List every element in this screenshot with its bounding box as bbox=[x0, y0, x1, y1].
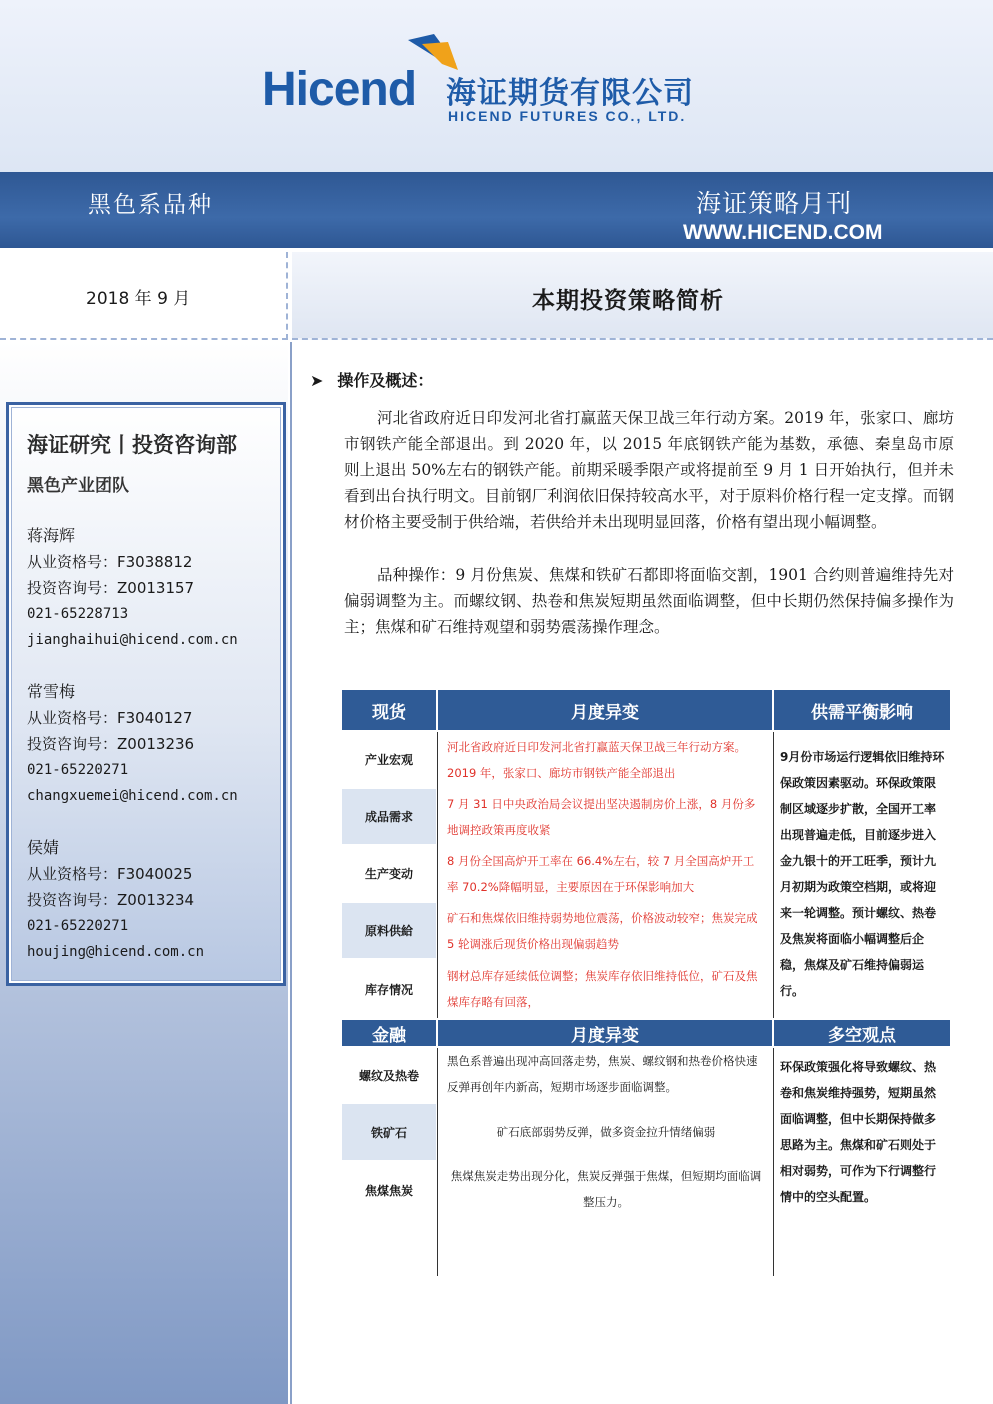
analyst-email[interactable]: changxuemei@hicend.com.cn bbox=[27, 788, 238, 804]
column-divider bbox=[773, 1048, 774, 1276]
column-divider bbox=[437, 1048, 438, 1276]
analyst-phone: 021-65220271 bbox=[27, 762, 129, 778]
arrow-bullet-icon: ➤ bbox=[310, 371, 324, 390]
analyst-license: 从业资格号：F3040025 bbox=[27, 865, 193, 883]
table-cell-text: 8 月份全国高炉开工率在 66.4%左右，较 7 月全国高炉开工率 70.2%降幅明显，主要原因在于环保影响加大 bbox=[447, 854, 755, 894]
table-row-label: 焦煤焦炭 bbox=[364, 1183, 413, 1198]
analyst-consult-id: 投资咨询号：Z0013234 bbox=[27, 891, 195, 909]
analyst-email[interactable]: jianghaihui@hicend.com.cn bbox=[27, 632, 238, 648]
analyst-phone: 021-65220271 bbox=[27, 918, 129, 934]
table-row-label: 原料供給 bbox=[342, 903, 436, 958]
analyst-license: 从业资格号：F3040127 bbox=[27, 709, 193, 727]
analyst-card bbox=[27, 679, 238, 809]
issue-date: 2018 年 9 月 bbox=[86, 289, 191, 309]
analyst-phone: 021-65228713 bbox=[27, 606, 129, 622]
table-row-label: 产业宏观 bbox=[364, 753, 413, 767]
table-cell-text: 7 月 31 日中央政治局会议提出坚决遏制房价上涨，8 月份多地调控政策再度收紧 bbox=[447, 797, 756, 837]
table-cell-text: 矿石和焦煤依旧维持弱势地位震荡，价格波动较窄；焦炭完成 5 轮调涨后现货价格出现偏弱趋势 bbox=[447, 911, 758, 951]
team-name: 黑色产业团队 bbox=[27, 476, 129, 496]
report-title: 本期投资策略简析 bbox=[532, 288, 724, 314]
section-heading bbox=[310, 368, 433, 391]
title-banner bbox=[0, 172, 993, 248]
issue-date-box bbox=[0, 252, 288, 340]
finance-header-view: 多空观点 bbox=[774, 1020, 950, 1046]
logo-wordmark: Hicend bbox=[262, 63, 417, 116]
logo-company-name: 海证期货有限公司 bbox=[446, 76, 694, 111]
table-cell-text: 矿石底部弱势反弹，做多资金拉升情绪偏弱 bbox=[496, 1125, 716, 1139]
analyst-name: 常雪梅 bbox=[27, 682, 76, 701]
column-divider bbox=[290, 342, 292, 1404]
table-cell-text: 河北省政府近日印发河北省打赢蓝天保卫战三年行动方案。2019 年，张家口、廊坊市钢铁产能全部退出 bbox=[447, 740, 746, 780]
analyst-email[interactable]: houjing@hicend.com.cn bbox=[27, 944, 205, 960]
analyst-consult-id: 投资咨询号：Z0013236 bbox=[27, 735, 195, 753]
publication-name: 海证策略月刊 bbox=[696, 189, 853, 218]
strategy-paragraph: 品种操作：9 月份焦炭、焦煤和铁矿石都即将面临交割，1901 合约则普遍维持先对偏弱调整为主。而螺纹钢、热卷和焦炭短期虽然面临调整，但中长期仍然保持偏多操作为主；焦煤和矿石维持观望和弱势震荡操作理念。 bbox=[344, 566, 954, 636]
analyst-name: 侯婧 bbox=[27, 838, 60, 857]
table-cell-text: 钢材总库存延续低位调整；焦炭库存依旧维持低位，矿石及焦煤库存略有回落， bbox=[447, 969, 758, 1009]
finance-header-change: 月度异变 bbox=[438, 1020, 772, 1046]
column-divider bbox=[437, 732, 438, 1018]
table-row-label: 库存情况 bbox=[364, 982, 413, 997]
website-url[interactable]: WWW.HICEND.COM bbox=[683, 221, 883, 244]
department-name: 海证研究丨投资咨询部 bbox=[27, 433, 237, 457]
analyst-card bbox=[27, 835, 204, 965]
section-heading-text: 操作及概述： bbox=[337, 371, 434, 390]
page-header bbox=[0, 0, 993, 172]
spot-header-change: 月度异变 bbox=[438, 690, 772, 730]
table-row-label: 螺纹及热卷 bbox=[358, 1068, 419, 1083]
analyst-name: 蒋海辉 bbox=[27, 526, 76, 545]
table-row-label: 生产变动 bbox=[364, 867, 413, 881]
report-title-box bbox=[292, 252, 993, 340]
analyst-license: 从业资格号：F3038812 bbox=[27, 553, 193, 571]
column-divider bbox=[773, 732, 774, 1018]
analyst-card bbox=[27, 523, 238, 653]
table-cell-text: 焦煤焦炭走势出现分化，焦炭反弹强于焦煤，但短期均面临调整压力。 bbox=[450, 1169, 762, 1209]
product-category: 黑色系品种 bbox=[88, 192, 213, 218]
logo-company-english: HICEND FUTURES CO., LTD. bbox=[448, 108, 687, 124]
table-row-label: 成品需求 bbox=[342, 789, 436, 844]
analyst-consult-id: 投资咨询号：Z0013157 bbox=[27, 579, 195, 597]
table-cell-text: 黑色系普遍出现冲高回落走势，焦炭、螺纹钢和热卷价格快速反弹再创年内新高，短期市场逐步面临调整。 bbox=[447, 1054, 758, 1094]
analyst-team-card bbox=[6, 402, 286, 986]
supply-demand-impact: 9月份市场运行逻辑依旧维持环保政策因素驱动。环保政策限制区域逐步扩散，全国开工率出现普遍走低，目前逐步进入金九银十的开工旺季，预计九月初期为政策空档期，或将迎来一轮调整。预计螺纹、热卷及焦炭将面临小幅调整后企稳，焦煤及矿石维持偏弱运行。 bbox=[780, 750, 945, 998]
table-row-label: 铁矿石 bbox=[342, 1104, 436, 1160]
spot-header-impact: 供需平衡影响 bbox=[774, 690, 950, 730]
long-short-view: 环保政策强化将导致螺纹、热卷和焦炭维持强势，短期虽然面临调整，但中长期保持做多思路为主。焦煤和矿石则处于相对弱势，可作为下行调整行情中的空头配置。 bbox=[780, 1060, 937, 1204]
spot-header-label: 现货 bbox=[342, 690, 436, 730]
summary-paragraph: 河北省政府近日印发河北省打赢蓝天保卫战三年行动方案。2019 年，张家口、廊坊市钢铁产能全部退出。到 2020 年，以 2015 年底钢铁产能为基数，承德、秦皇岛市原则上退出 50%左右的钢铁产能。前期采暖季限产或将提前至 9 月 1 日开始执行，但并未看到出台执行明文。目前钢厂利润依旧保持较高水平，对于原料价格行程一定支撑。而钢材价格主要受制于供给端，若供给并未出现明显回落，价格有望出现小幅调整。 bbox=[344, 409, 954, 531]
finance-header-label: 金融 bbox=[342, 1020, 436, 1046]
